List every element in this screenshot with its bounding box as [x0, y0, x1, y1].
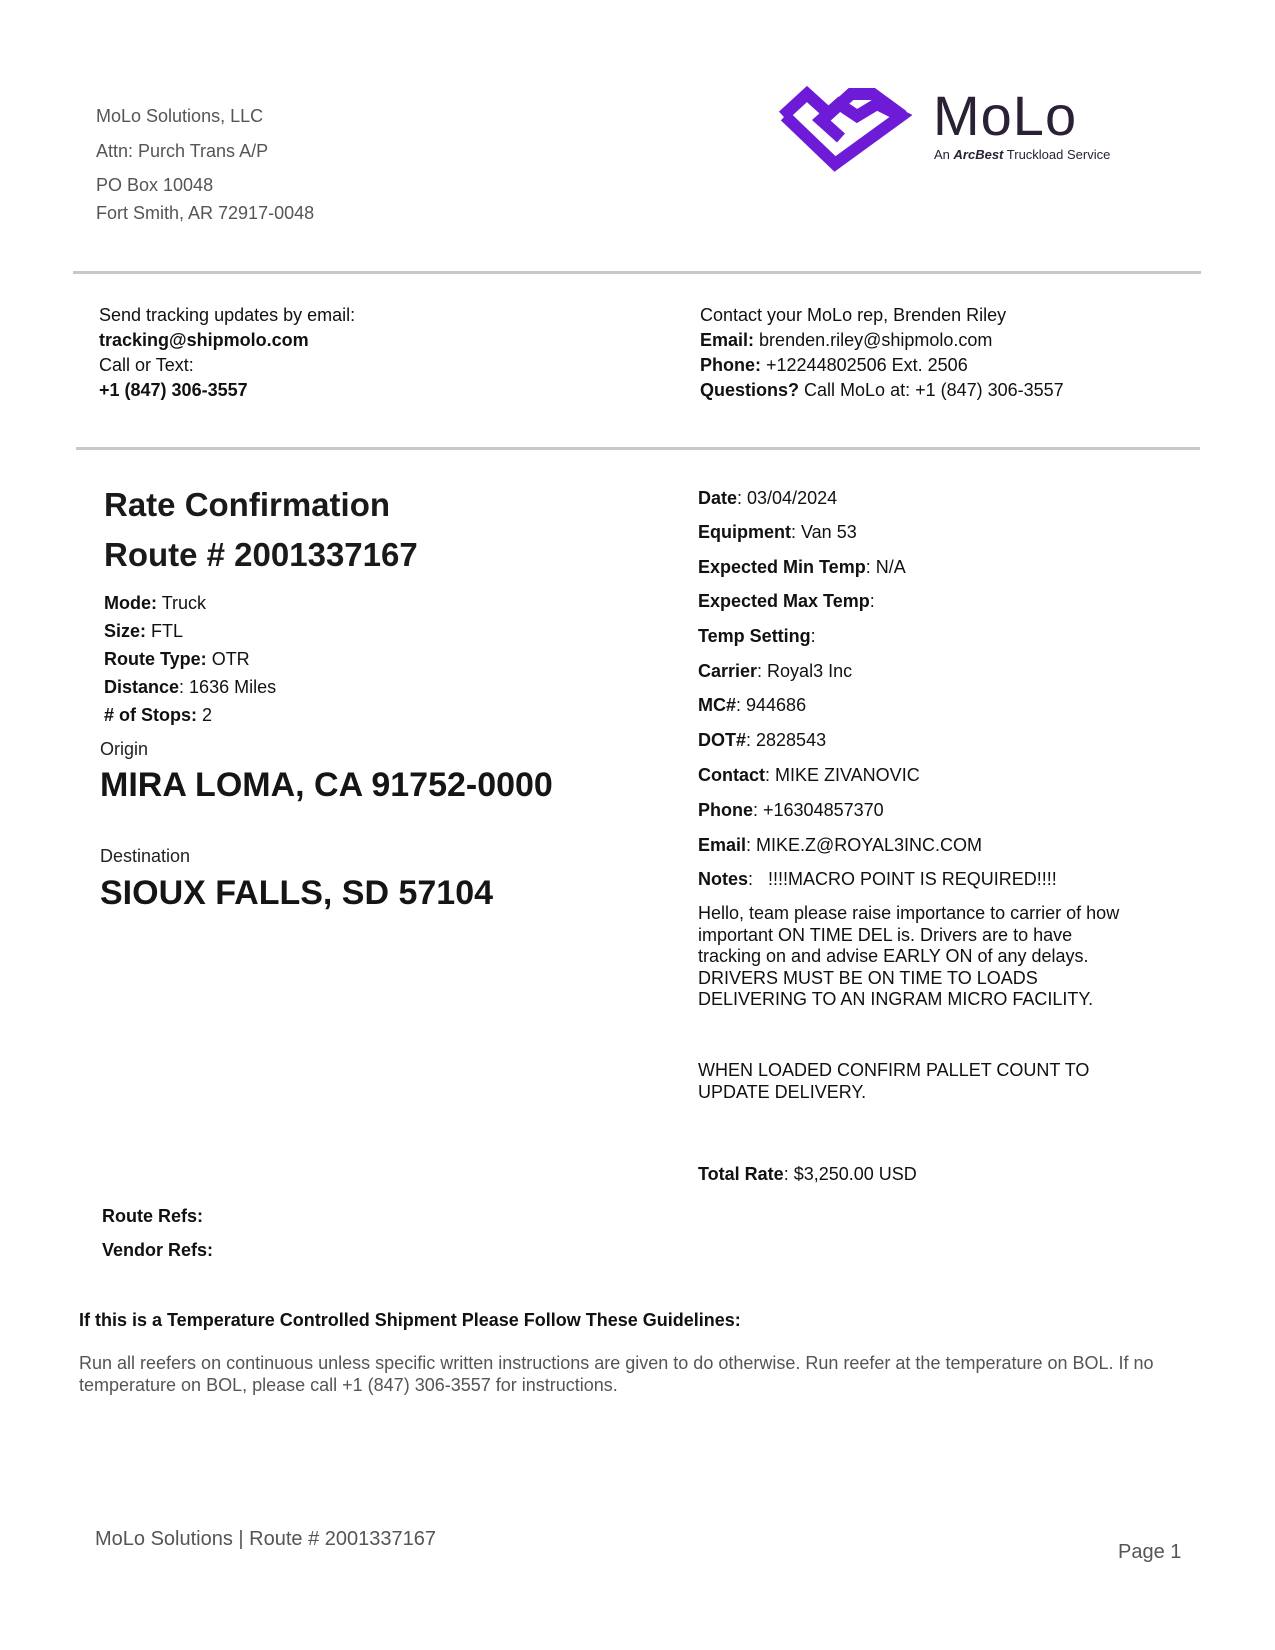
- origin-city: MIRA LOMA, CA 91752-0000: [100, 766, 553, 804]
- destination-city: SIOUX FALLS, SD 57104: [100, 874, 494, 912]
- carrier-email-row: [698, 835, 982, 856]
- equipment-label: Equipment: [698, 522, 791, 542]
- carrier-phone-row: [698, 800, 884, 821]
- carrier-label: Carrier: [698, 661, 758, 681]
- distance-row: [104, 677, 276, 698]
- page-number: Page 1: [1118, 1541, 1182, 1563]
- mc-row: [698, 695, 806, 716]
- notes-row: [698, 869, 1057, 890]
- vendor-refs: Vendor Refs:: [102, 1240, 214, 1260]
- stops-row: [104, 705, 212, 726]
- molo-logo-wordmark: MoLo: [933, 84, 1078, 147]
- destination-label: Destination: [100, 846, 191, 866]
- dot-value: : 2828543: [746, 730, 827, 750]
- size-label: Size:: [104, 621, 147, 641]
- size-row: [104, 621, 183, 642]
- guidelines-heading: If this is a Temperature Controlled Shipment Please Follow These Guidelines:: [79, 1310, 741, 1330]
- rep-email-row: [700, 330, 992, 351]
- notes-body-1: Hello, team please raise importance to carrier of how important ON TIME DEL is. Drivers are to have tracking on and advise EARLY ON of any delays. DRIVERS MUST BE ON TIME TO LOADS DELIVERING TO AN INGRAM MICRO FACILITY.: [698, 903, 1120, 1009]
- divider-top: [73, 271, 1201, 274]
- contact-row: [698, 765, 920, 786]
- mc-label: MC#: [698, 695, 737, 715]
- guidelines-body: Run all reefers on continuous unless specific written instructions are given to do otherwise. Run reefer at the temperature on BOL. If no temperature on BOL, please call +1 (847) 306-3557 for instructions.: [79, 1353, 1154, 1395]
- dot-row: [698, 730, 826, 751]
- min-temp-value: : N/A: [865, 557, 906, 577]
- page-title: Rate Confirmation: [104, 486, 391, 523]
- rep-phone-row: [700, 355, 968, 376]
- rep-phone[interactable]: +12244802506 Ext. 2506: [766, 355, 968, 375]
- equipment-value: : Van 53: [791, 522, 857, 542]
- footer-route: MoLo Solutions | Route # 2001337167: [95, 1528, 437, 1550]
- dot-label: DOT#: [698, 730, 747, 750]
- tracking-label: Send tracking updates by email:: [99, 305, 356, 325]
- route-type-label: Route Type:: [104, 649, 207, 669]
- route-type-value: OTR: [211, 649, 250, 669]
- carrier-value: : Royal3 Inc: [757, 661, 853, 681]
- temp-setting-value: :: [810, 626, 816, 646]
- sender-attn: Attn: Purch Trans A/P: [96, 141, 269, 161]
- min-temp-row: [698, 557, 906, 578]
- max-temp-row: [698, 591, 875, 612]
- molo-logo-tagline: [934, 147, 1110, 162]
- temp-setting-label: Temp Setting: [698, 626, 811, 646]
- call-label: Call or Text:: [99, 355, 194, 375]
- temp-setting-row: [698, 626, 816, 647]
- notes-label: Notes: [698, 869, 749, 889]
- sender-box: PO Box 10048: [96, 175, 214, 195]
- rep-phone-label: Phone:: [700, 355, 761, 375]
- rep-email-label: Email:: [700, 330, 755, 350]
- route-number: Route # 2001337167: [104, 536, 418, 573]
- carrier-phone-label: Phone: [698, 800, 754, 820]
- tagline-brand: ArcBest: [953, 147, 1004, 162]
- notes-body-2: WHEN LOADED CONFIRM PALLET COUNT TO UPDATE DELIVERY.: [698, 1060, 1090, 1102]
- mc-value: : 944686: [736, 695, 807, 715]
- max-temp-value: :: [869, 591, 875, 611]
- date-label: Date: [698, 488, 738, 508]
- route-type-row: [104, 649, 250, 670]
- size-value: FTL: [151, 621, 184, 641]
- rep-email[interactable]: brenden.riley@shipmolo.com: [759, 330, 993, 350]
- contact-value: : MIKE ZIVANOVIC: [765, 765, 920, 785]
- route-refs: Route Refs:: [102, 1206, 204, 1226]
- divider-middle: [76, 447, 1200, 450]
- mode-value: Truck: [161, 593, 207, 613]
- equipment-row: [698, 522, 857, 543]
- carrier-row: [698, 661, 852, 682]
- molo-logo-mark: [777, 86, 912, 174]
- total-rate-row: [698, 1164, 917, 1185]
- tracking-email[interactable]: tracking@shipmolo.com: [99, 330, 309, 350]
- notes-value: : !!!!MACRO POINT IS REQUIRED!!!!: [748, 869, 1057, 889]
- tagline-prefix: An: [934, 147, 950, 162]
- carrier-phone-value[interactable]: : +16304857370: [753, 800, 884, 820]
- distance-label: Distance: [104, 677, 180, 697]
- mode-label: Mode:: [104, 593, 157, 613]
- stops-value: 2: [202, 705, 213, 725]
- rep-questions-row: [700, 380, 1064, 401]
- carrier-email-label: Email: [698, 835, 747, 855]
- total-rate-value: : $3,250.00 USD: [783, 1164, 917, 1184]
- tracking-phone[interactable]: +1 (847) 306-3557: [99, 380, 248, 400]
- sender-company: MoLo Solutions, LLC: [96, 106, 264, 126]
- date-value: : 03/04/2024: [737, 488, 838, 508]
- sender-city: Fort Smith, AR 72917-0048: [96, 203, 315, 223]
- min-temp-label: Expected Min Temp: [698, 557, 866, 577]
- date-row: [698, 488, 837, 509]
- tagline-suffix: Truckload Service: [1006, 147, 1111, 162]
- rep-questions: Call MoLo at: +1 (847) 306-3557: [804, 380, 1064, 400]
- stops-label: # of Stops:: [104, 705, 197, 725]
- rep-questions-label: Questions?: [700, 380, 800, 400]
- contact-label: Contact: [698, 765, 765, 785]
- distance-value: : 1636 Miles: [179, 677, 277, 697]
- mode-row: [104, 593, 206, 614]
- molo-logo: [777, 86, 1142, 178]
- rep-intro: Contact your MoLo rep, Brenden Riley: [700, 305, 1007, 325]
- origin-label: Origin: [100, 739, 149, 759]
- total-rate-label: Total Rate: [698, 1164, 784, 1184]
- carrier-email-value[interactable]: : MIKE.Z@ROYAL3INC.COM: [746, 835, 982, 855]
- max-temp-label: Expected Max Temp: [698, 591, 870, 611]
